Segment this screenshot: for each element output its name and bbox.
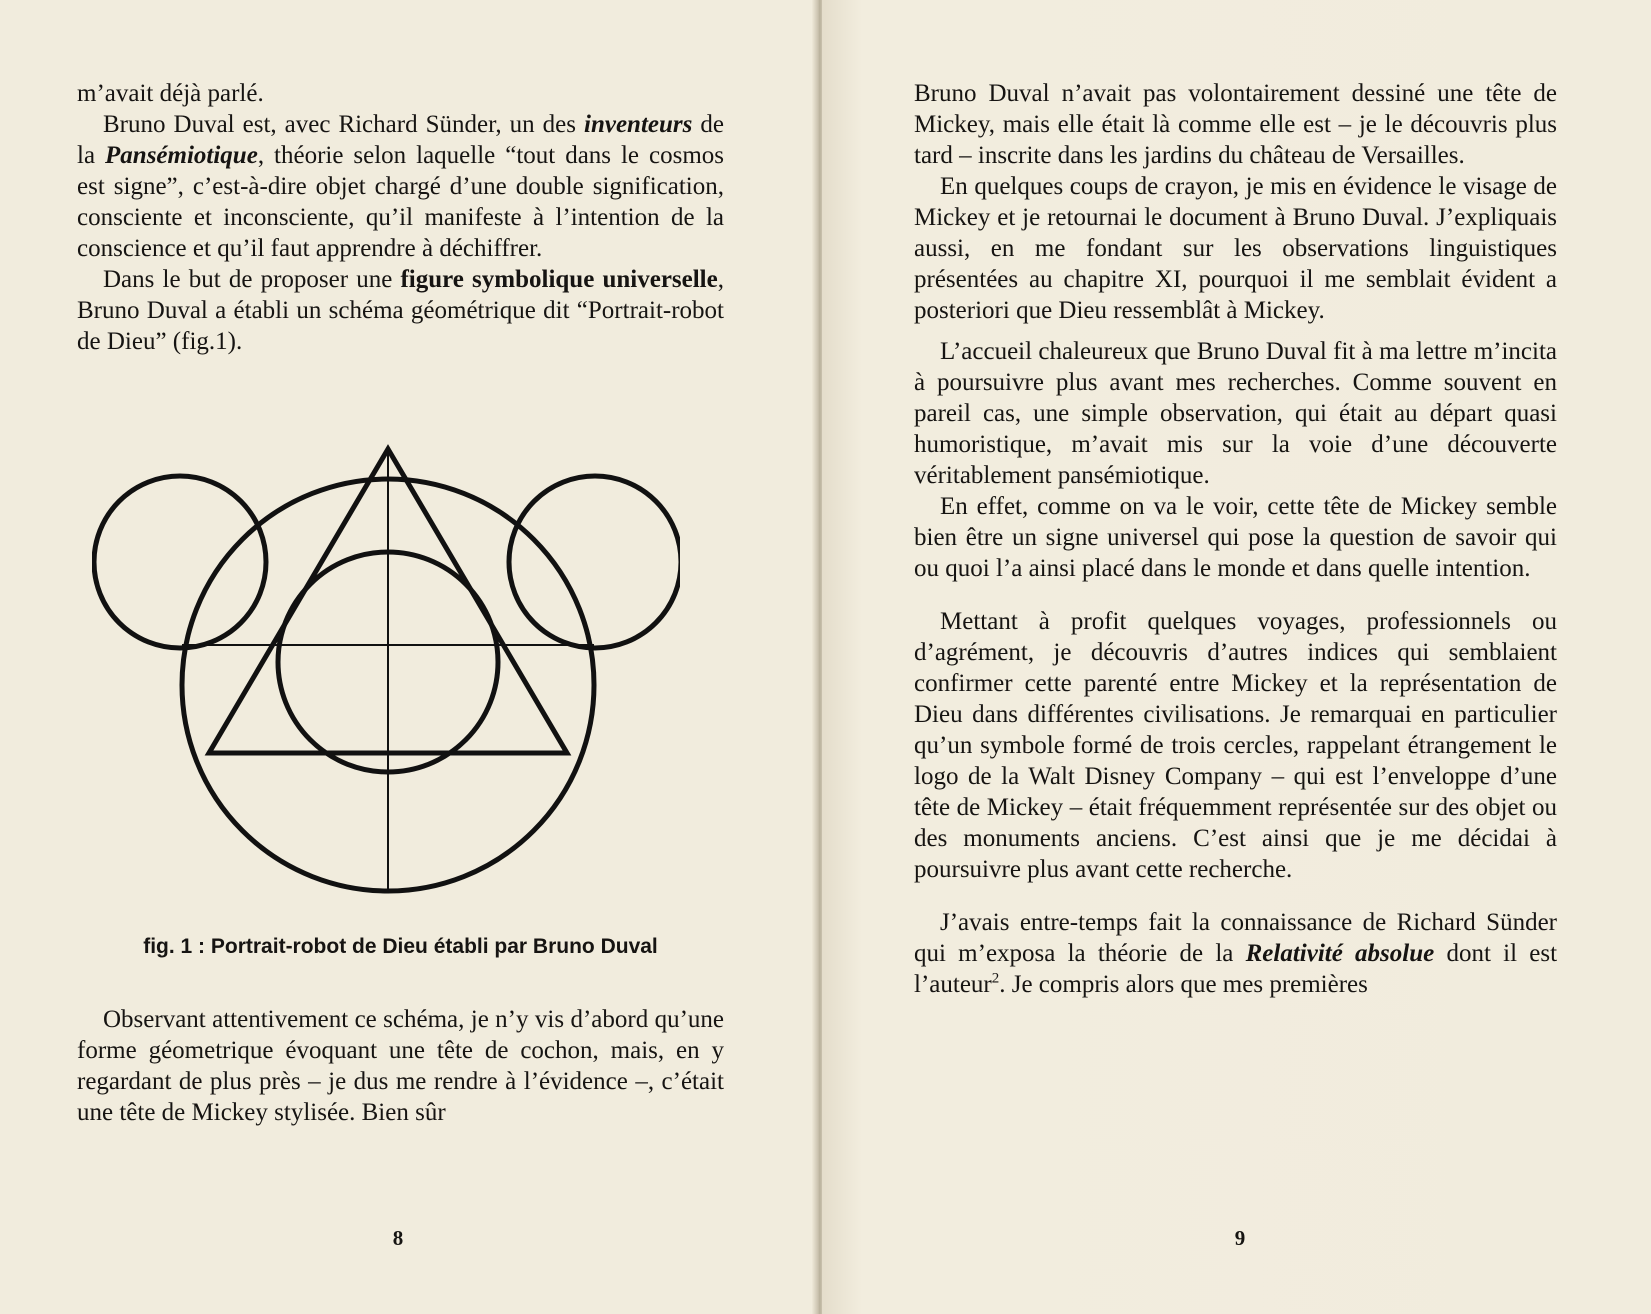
text-run: figure symbolique universelle — [400, 266, 718, 293]
figure-ear-right — [509, 476, 680, 648]
paragraph — [914, 907, 1557, 1000]
text-run: , Bruno Duval a établi un schéma géométrique dit “Portrait-robot de Dieu” (fig.1). — [77, 266, 724, 355]
left-text-top — [77, 78, 724, 357]
text-run: , théorie selon laquelle “tout dans le cosmos est signe”, c’est-à-dire objet chargé d’une double signification, consciente et inconsciente, qu’il manifeste à l’intention de la conscience et qu’il faut apprendre à déchiffrer. — [77, 142, 724, 262]
paragraph — [77, 264, 724, 357]
left-page — [0, 0, 818, 1314]
text-run: Dans le but de proposer une — [103, 266, 401, 293]
text-run: L’accueil chaleureux que Bruno Duval fit à ma lettre m’incita à poursuivre plus avant mes recherches. Comme souvent en pareil cas, une simple observation, qui était au départ quasi humoristique, m’avait mis sur la voie d’une découverte véritablement pansémiotique. — [914, 338, 1557, 489]
paragraph — [77, 78, 724, 109]
text-run: Mettant à profit quelques voyages, professionnels ou d’agrément, je découvris d’autres indices qui semblaient confirmer cette parenté entre Mickey et la représentation de Dieu dans différentes civilisations. Je remarquai en particulier qu’un symbole formé de trois cercles, rappelant étrangement le logo de la Walt Disney Company – qui est l’enveloppe d’une tête de Mickey – était fréquemment représentée sur des objet ou des monuments anciens. C’est ainsi que je me décidai à poursuivre plus avant cette recherche. — [914, 608, 1557, 883]
paragraph — [914, 606, 1557, 885]
text-run: 2 — [991, 970, 1000, 987]
page-number-left: 8 — [392, 1226, 404, 1250]
right-page — [822, 0, 1651, 1314]
figure-ear-left — [94, 476, 266, 648]
paragraph — [914, 491, 1557, 584]
text-run: Bruno Duval est, avec Richard Sünder, un des — [103, 111, 585, 138]
figure-caption: fig. 1 : Portrait-robot de Dieu établi par Bruno Duval — [143, 935, 658, 958]
text-run: En quelques coups de crayon, je mis en évidence le visage de Mickey et je retournai le document à Bruno Duval. J’expliquais aussi, en me fondant sur les observations linguistiques présentées au chapitre — [914, 173, 1557, 293]
paragraph — [914, 171, 1557, 326]
text-run: inventeurs — [584, 111, 693, 138]
paragraph — [914, 336, 1557, 491]
right-text — [914, 78, 1557, 1000]
text-run: m’avait déjà parlé. — [77, 80, 264, 107]
text-run: En effet, comme on va le voir, cette tête de Mickey semble bien être un signe universel qui pose la question de savoir qui ou quoi l’a ainsi placé dans le monde et dans quelle intention. — [914, 493, 1557, 582]
text-run: dont il est l’auteur — [914, 940, 1558, 998]
page-number-right: 9 — [1234, 1226, 1246, 1250]
text-run: Observant attentivement ce schéma, je n’y vis d’abord qu’une forme géometrique évoquant une tête de cochon, mais, en y regardant de plus près – je dus me rendre à l’évidence –, c’était une tête de Mickey stylisée. Bien sûr — [77, 1006, 724, 1126]
left-text-bottom — [77, 1004, 724, 1128]
paragraph — [77, 1004, 724, 1128]
text-run: XI — [1154, 266, 1182, 293]
text-run: Pansémiotique — [105, 142, 258, 169]
text-run: Bruno Duval n’avait pas volontairement dessiné une tête de Mickey, mais elle était là comme elle est – je le découvris plus tard – inscrite dans les jardins du château de Versailles. — [914, 80, 1557, 169]
text-run: de la — [77, 111, 724, 169]
paragraph — [914, 78, 1557, 171]
text-run: J’avais entre-temps fait la connaissance de Richard Sünder qui m’exposa la théorie de la — [914, 909, 1557, 967]
text-run: . Je compris alors que mes premières — [999, 971, 1368, 998]
text-run: Relativité absolue — [1245, 940, 1435, 967]
text-run: , pourquoi il me semblait évident a posteriori que Dieu ressemblât à Mickey. — [914, 266, 1558, 324]
portrait-robot-figure — [92, 443, 680, 903]
paragraph — [77, 109, 724, 264]
